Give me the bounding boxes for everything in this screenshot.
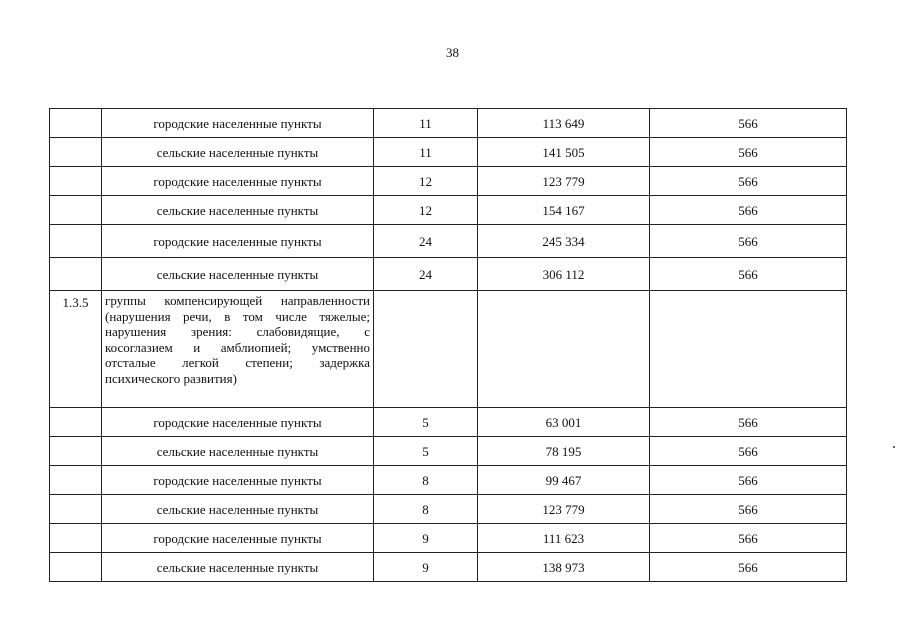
table-row [50, 437, 847, 466]
table-row [50, 495, 847, 524]
hours-cell: 9 [374, 524, 478, 553]
hours-cell: 8 [374, 495, 478, 524]
code-cell: 566 [650, 408, 847, 437]
code-cell: 566 [650, 196, 847, 225]
row-number-cell [50, 466, 102, 495]
scan-speck [893, 446, 895, 448]
table-row [50, 258, 847, 291]
cost-cell: 113 649 [478, 109, 650, 138]
table-row [50, 138, 847, 167]
tariff-table [49, 108, 847, 582]
code-cell: 566 [650, 258, 847, 291]
hours-cell: 5 [374, 408, 478, 437]
settlement-type-cell: сельские населенные пункты [102, 138, 374, 167]
row-number-cell [50, 524, 102, 553]
code-cell: 566 [650, 138, 847, 167]
empty-cell [478, 291, 650, 408]
empty-cell [650, 291, 847, 408]
table-row [50, 553, 847, 582]
code-cell: 566 [650, 225, 847, 258]
settlement-type-cell: городские населенные пункты [102, 524, 374, 553]
table-row [50, 524, 847, 553]
group-header-row [50, 291, 847, 408]
table-row [50, 196, 847, 225]
cost-cell: 99 467 [478, 466, 650, 495]
cost-cell: 111 623 [478, 524, 650, 553]
table-row [50, 225, 847, 258]
settlement-type-cell: городские населенные пункты [102, 466, 374, 495]
hours-cell: 8 [374, 466, 478, 495]
group-number-cell: 1.3.5 [50, 291, 102, 408]
cost-cell: 63 001 [478, 408, 650, 437]
row-number-cell [50, 138, 102, 167]
table-row [50, 109, 847, 138]
page-number: 38 [446, 45, 459, 60]
row-number-cell [50, 196, 102, 225]
row-number-cell [50, 258, 102, 291]
row-number-cell [50, 408, 102, 437]
code-cell: 566 [650, 553, 847, 582]
hours-cell: 11 [374, 138, 478, 167]
empty-cell [374, 291, 478, 408]
settlement-type-cell: городские населенные пункты [102, 408, 374, 437]
cost-cell: 138 973 [478, 553, 650, 582]
cost-cell: 123 779 [478, 495, 650, 524]
code-cell: 566 [650, 437, 847, 466]
cost-cell: 78 195 [478, 437, 650, 466]
cost-cell: 123 779 [478, 167, 650, 196]
group-description-cell: группы компенсирующей направленности (нарушения речи, в том числе тяжелые; нарушения зрения: слабовидящие, с косоглазием и амблиопией; умственно отсталые легкой степени; задержка психического развития) [102, 291, 374, 408]
cost-cell: 245 334 [478, 225, 650, 258]
hours-cell: 9 [374, 553, 478, 582]
table-row [50, 466, 847, 495]
cost-cell: 141 505 [478, 138, 650, 167]
settlement-type-cell: сельские населенные пункты [102, 196, 374, 225]
hours-cell: 11 [374, 109, 478, 138]
row-number-cell [50, 553, 102, 582]
row-number-cell [50, 225, 102, 258]
cost-cell: 154 167 [478, 196, 650, 225]
table-row [50, 408, 847, 437]
code-cell: 566 [650, 167, 847, 196]
settlement-type-cell: городские населенные пункты [102, 109, 374, 138]
code-cell: 566 [650, 495, 847, 524]
settlement-type-cell: сельские населенные пункты [102, 437, 374, 466]
hours-cell: 12 [374, 196, 478, 225]
hours-cell: 12 [374, 167, 478, 196]
settlement-type-cell: сельские населенные пункты [102, 495, 374, 524]
cost-cell: 306 112 [478, 258, 650, 291]
settlement-type-cell: городские населенные пункты [102, 167, 374, 196]
table-row [50, 167, 847, 196]
code-cell: 566 [650, 524, 847, 553]
hours-cell: 24 [374, 225, 478, 258]
hours-cell: 24 [374, 258, 478, 291]
row-number-cell [50, 167, 102, 196]
code-cell: 566 [650, 109, 847, 138]
settlement-type-cell: сельские населенные пункты [102, 258, 374, 291]
settlement-type-cell: сельские населенные пункты [102, 553, 374, 582]
hours-cell: 5 [374, 437, 478, 466]
row-number-cell [50, 109, 102, 138]
code-cell: 566 [650, 466, 847, 495]
row-number-cell [50, 437, 102, 466]
row-number-cell [50, 495, 102, 524]
settlement-type-cell: городские населенные пункты [102, 225, 374, 258]
